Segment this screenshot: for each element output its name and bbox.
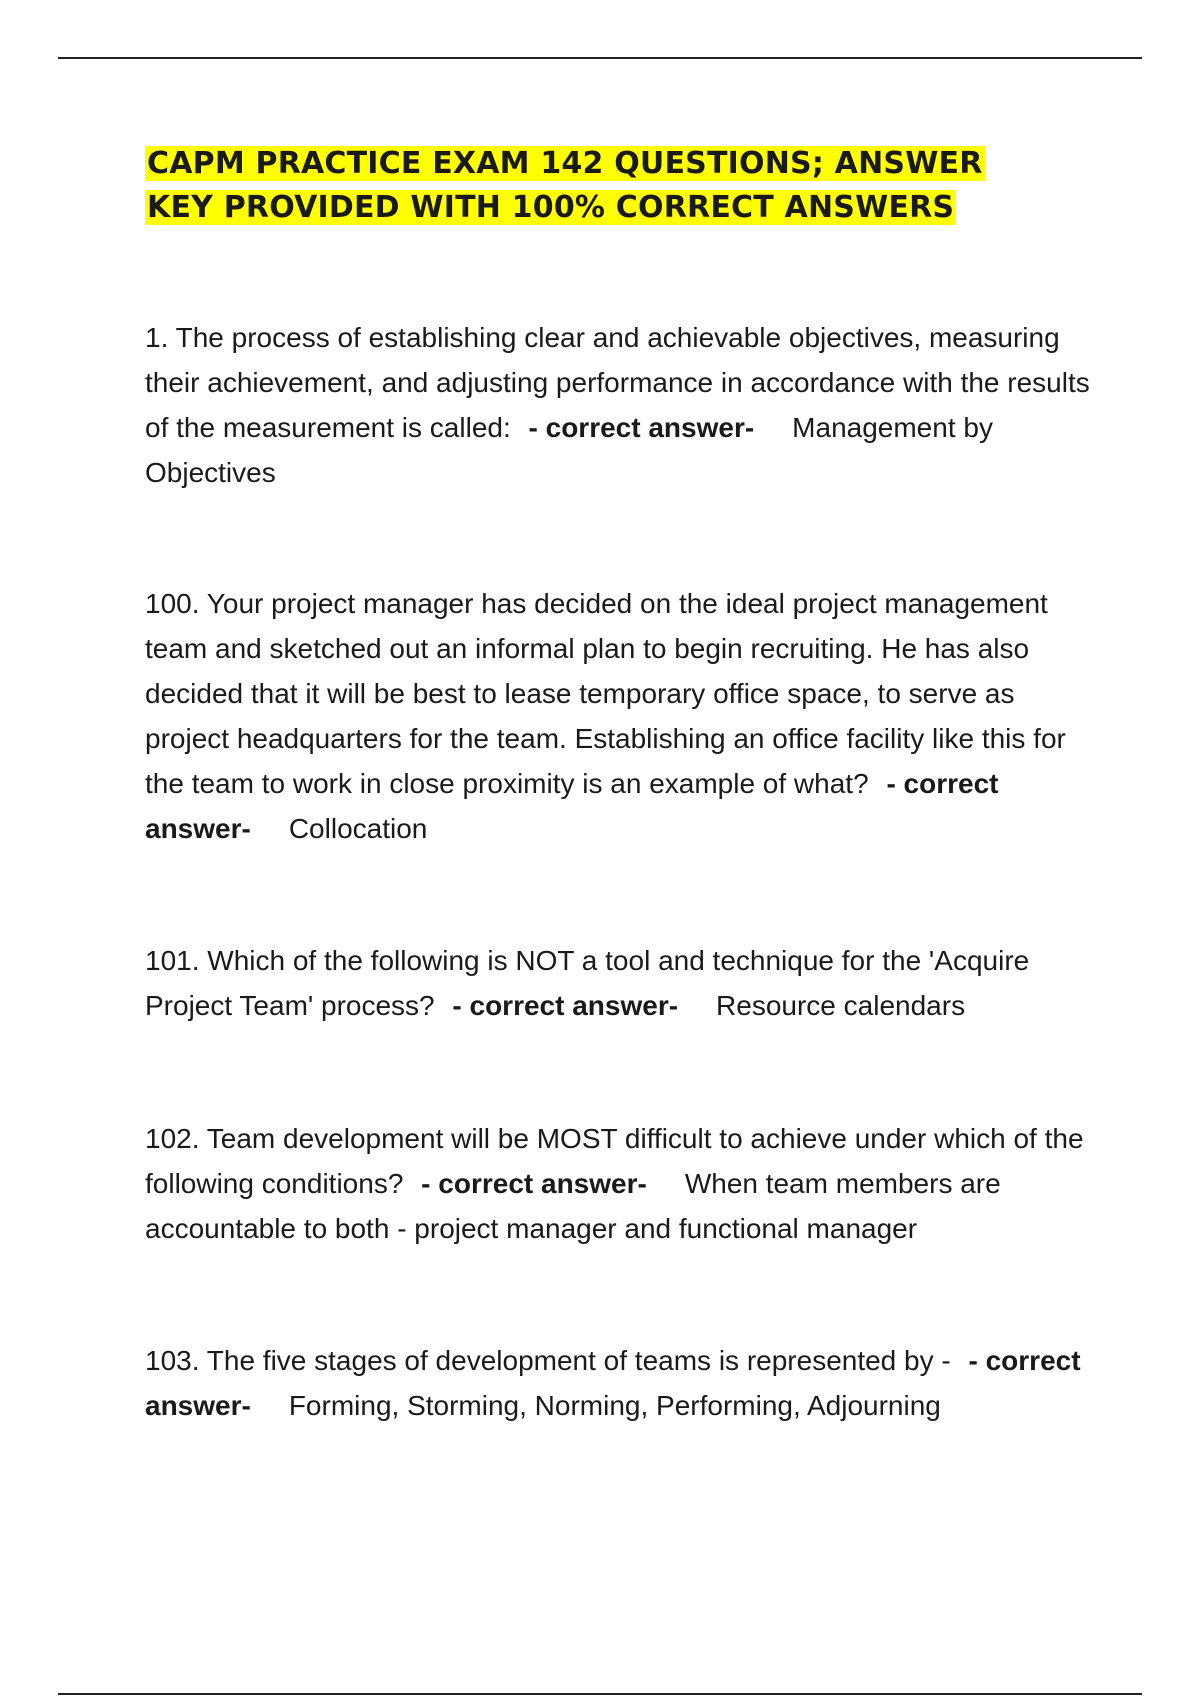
answer-text: Forming, Storming, Norming, Performing, Adjourning [288,1390,941,1421]
answer-label: - correct answer- [145,768,999,844]
question-item [145,1338,1105,1428]
answer-text: When team members are accountable to both - project manager and functional manager [145,1168,1001,1244]
question-text: 101. Which of the following is NOT a tool and technique for the 'Acquire Project Team' process? [145,945,1030,1021]
title-highlight [145,146,985,225]
question-item [145,315,1105,495]
document-title [145,142,1085,230]
question-text: 103. The five stages of development of teams is represented by - [145,1345,951,1376]
header-divider [58,57,1142,59]
answer-text: Collocation [288,813,428,844]
answer-label: - correct answer- [528,412,755,443]
answer-text: Management by Objectives [145,412,993,488]
title-line-1: CAPM PRACTICE EXAM 142 QUESTIONS; ANSWER [147,146,983,181]
answer-label: - correct answer- [145,1345,1081,1421]
question-text: 1. The process of establishing clear and achievable objectives, measuring their achievement, and adjusting performance in accordance with the results of the measurement is called: [145,322,1090,443]
answer-label: - correct answer- [421,1168,647,1199]
question-text: 100. Your project manager has decided on the ideal project management team and sketched out an informal plan to begin recruiting. He has also decided that it will be best to lease temporary office space, to serve as project headquarters for the team. Establishing an office facility like this for the team to work in close proximity is an example of what? [145,588,1066,799]
footer-divider [58,1693,1142,1695]
question-item [145,1116,1105,1251]
question-item [145,581,1105,851]
answer-label: - correct answer- [452,990,679,1021]
question-item [145,938,1105,1028]
question-text: 102. Team development will be MOST difficult to achieve under which of the following conditions? [145,1123,1084,1199]
answer-text: Resource calendars [716,990,966,1021]
title-line-2: KEY PROVIDED WITH 100% CORRECT ANSWERS [147,190,955,225]
